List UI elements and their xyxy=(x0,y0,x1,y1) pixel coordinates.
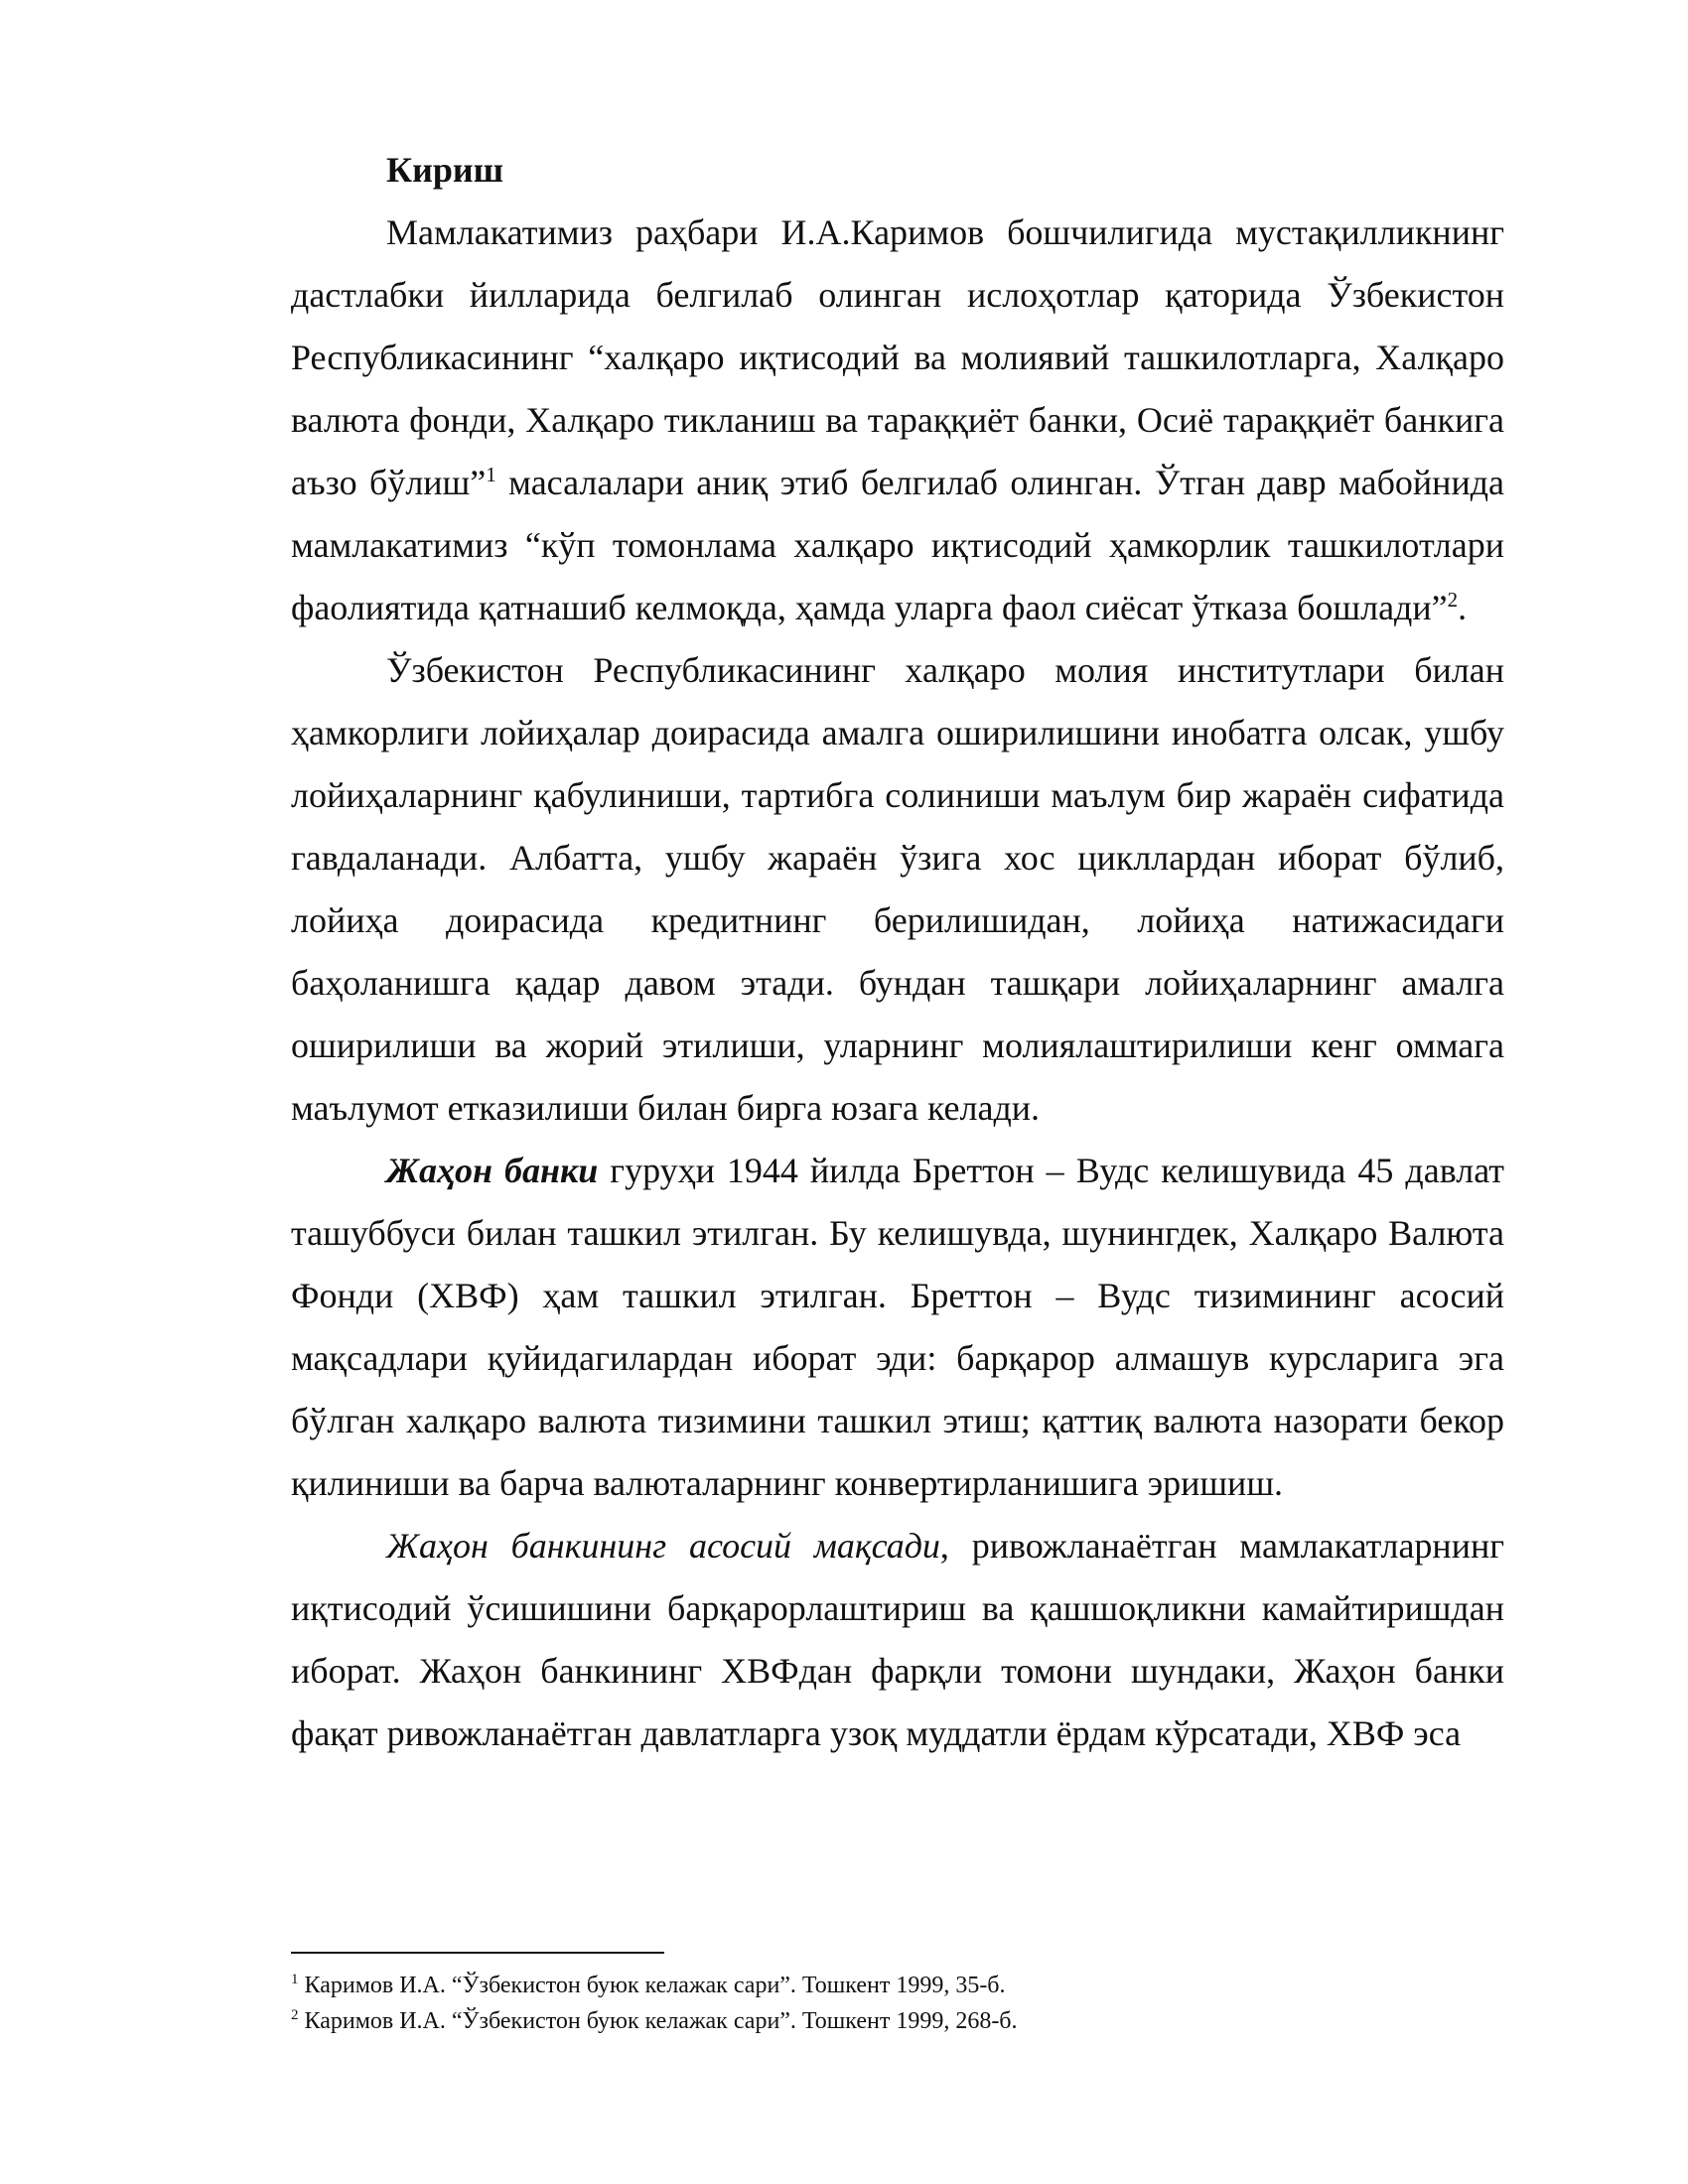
footnotes xyxy=(291,1968,1504,2039)
paragraph-4-text: , ривожланаётган мамлакатларнинг иқтисодий ўсишишини барқарорлаштириш ва қашшоқликни камайтиришдан иборат. Жаҳон банкининг ХВФдан фарқли томони шундаки, Жаҳон банки фақат ривожланаётган давлатларга узоқ муддатли ёрдам кўрсатади, ХВФ эса xyxy=(291,1526,1504,1753)
footnote-2-text: Каримов И.А. “Ўзбекистон буюк келажак сари”. Тошкент 1999, 268-б. xyxy=(298,2008,1018,2034)
footnote-1-number: 1 xyxy=(291,1972,299,1987)
footnote-1-text: Каримов И.А. “Ўзбекистон буюк келажак сари”. Тошкент 1999, 35-б. xyxy=(298,1973,1006,1998)
section-heading: Кириш xyxy=(386,150,504,190)
paragraph-4 xyxy=(291,1515,1504,1765)
footnote-ref-2: 2 xyxy=(1447,588,1459,612)
paragraph-3-text: гуруҳи 1944 йилда Бреттон – Вудс келишувида 45 давлат ташуббуси билан ташкил этилган. Бу келишувда, шунингдек, Халқаро Валюта Фонди (ХВФ) ҳам ташкил этилган. Бреттон – Вудс тизимининг асосий мақсадлари қуйидагилардан иборат эди: барқарор алмашув курсларига эга бўлган халқаро валюта тизимини ташкил этиш; қаттиқ валюта назорати бекор қилиниши ва барча валюталарнинг конвертирланишига эришиш. xyxy=(291,1151,1504,1503)
footnote-separator xyxy=(291,1952,664,1954)
footnote-1 xyxy=(291,1968,1504,2003)
paragraph-4-lead: Жаҳон банкининг асосий мақсади xyxy=(386,1526,940,1566)
paragraph-1-part-b: масалалари аниқ этиб белгилаб олинган. Ўтган давр мабойнида мамлакатимиз “кўп томонлама халқаро иқтисодий ҳамкорлик ташкилотлари фаолиятида қатнашиб келмоқда, ҳамда уларга фаол сиёсат ўтказа бошлади” xyxy=(291,463,1505,627)
footnote-2 xyxy=(291,2003,1504,2039)
document-body xyxy=(291,139,1504,1765)
paragraph-3 xyxy=(291,1140,1504,1515)
paragraph-1 xyxy=(291,202,1504,639)
footnote-ref-1: 1 xyxy=(486,463,496,486)
footnote-2-number: 2 xyxy=(291,2007,299,2023)
paragraph-1-part-c: . xyxy=(1458,588,1468,627)
paragraph-2: Ўзбекистон Республикасининг халқаро молия институтлари билан ҳамкорлиги лойиҳалар доирасида амалга оширилишини инобатга олсак, ушбу лойиҳаларнинг қабулиниши, тартибга солиниши маълум бир жараён сифатида гавдаланади. Албатта, ушбу жараён ўзига хос цикллардан иборат бўлиб, лойиҳа доирасида кредитнинг берилишидан, лойиҳа натижасидаги баҳоланишга қадар давом этади. бундан ташқари лойиҳаларнинг амалга оширилиши ва жорий этилиши, уларнинг молиялаштирилиши кенг оммага маълумот етказилиши билан бирга юзага келади. xyxy=(291,650,1504,1128)
paragraph-1-part-a: Мамлакатимиз раҳбари И.А.Каримов бошчилигида мустақилликнинг дастлабки йилларида белгилаб олинган ислоҳотлар қаторида Ўзбекистон Республикасининг “халқаро иқтисодий ва молиявий ташкилотларга, Халқаро валюта фонди, Халқаро тикланиш ва тараққиёт банки, Осиё тараққиёт банкига аъзо бўлиш” xyxy=(291,212,1504,502)
paragraph-3-lead: Жаҳон банки xyxy=(386,1151,599,1190)
